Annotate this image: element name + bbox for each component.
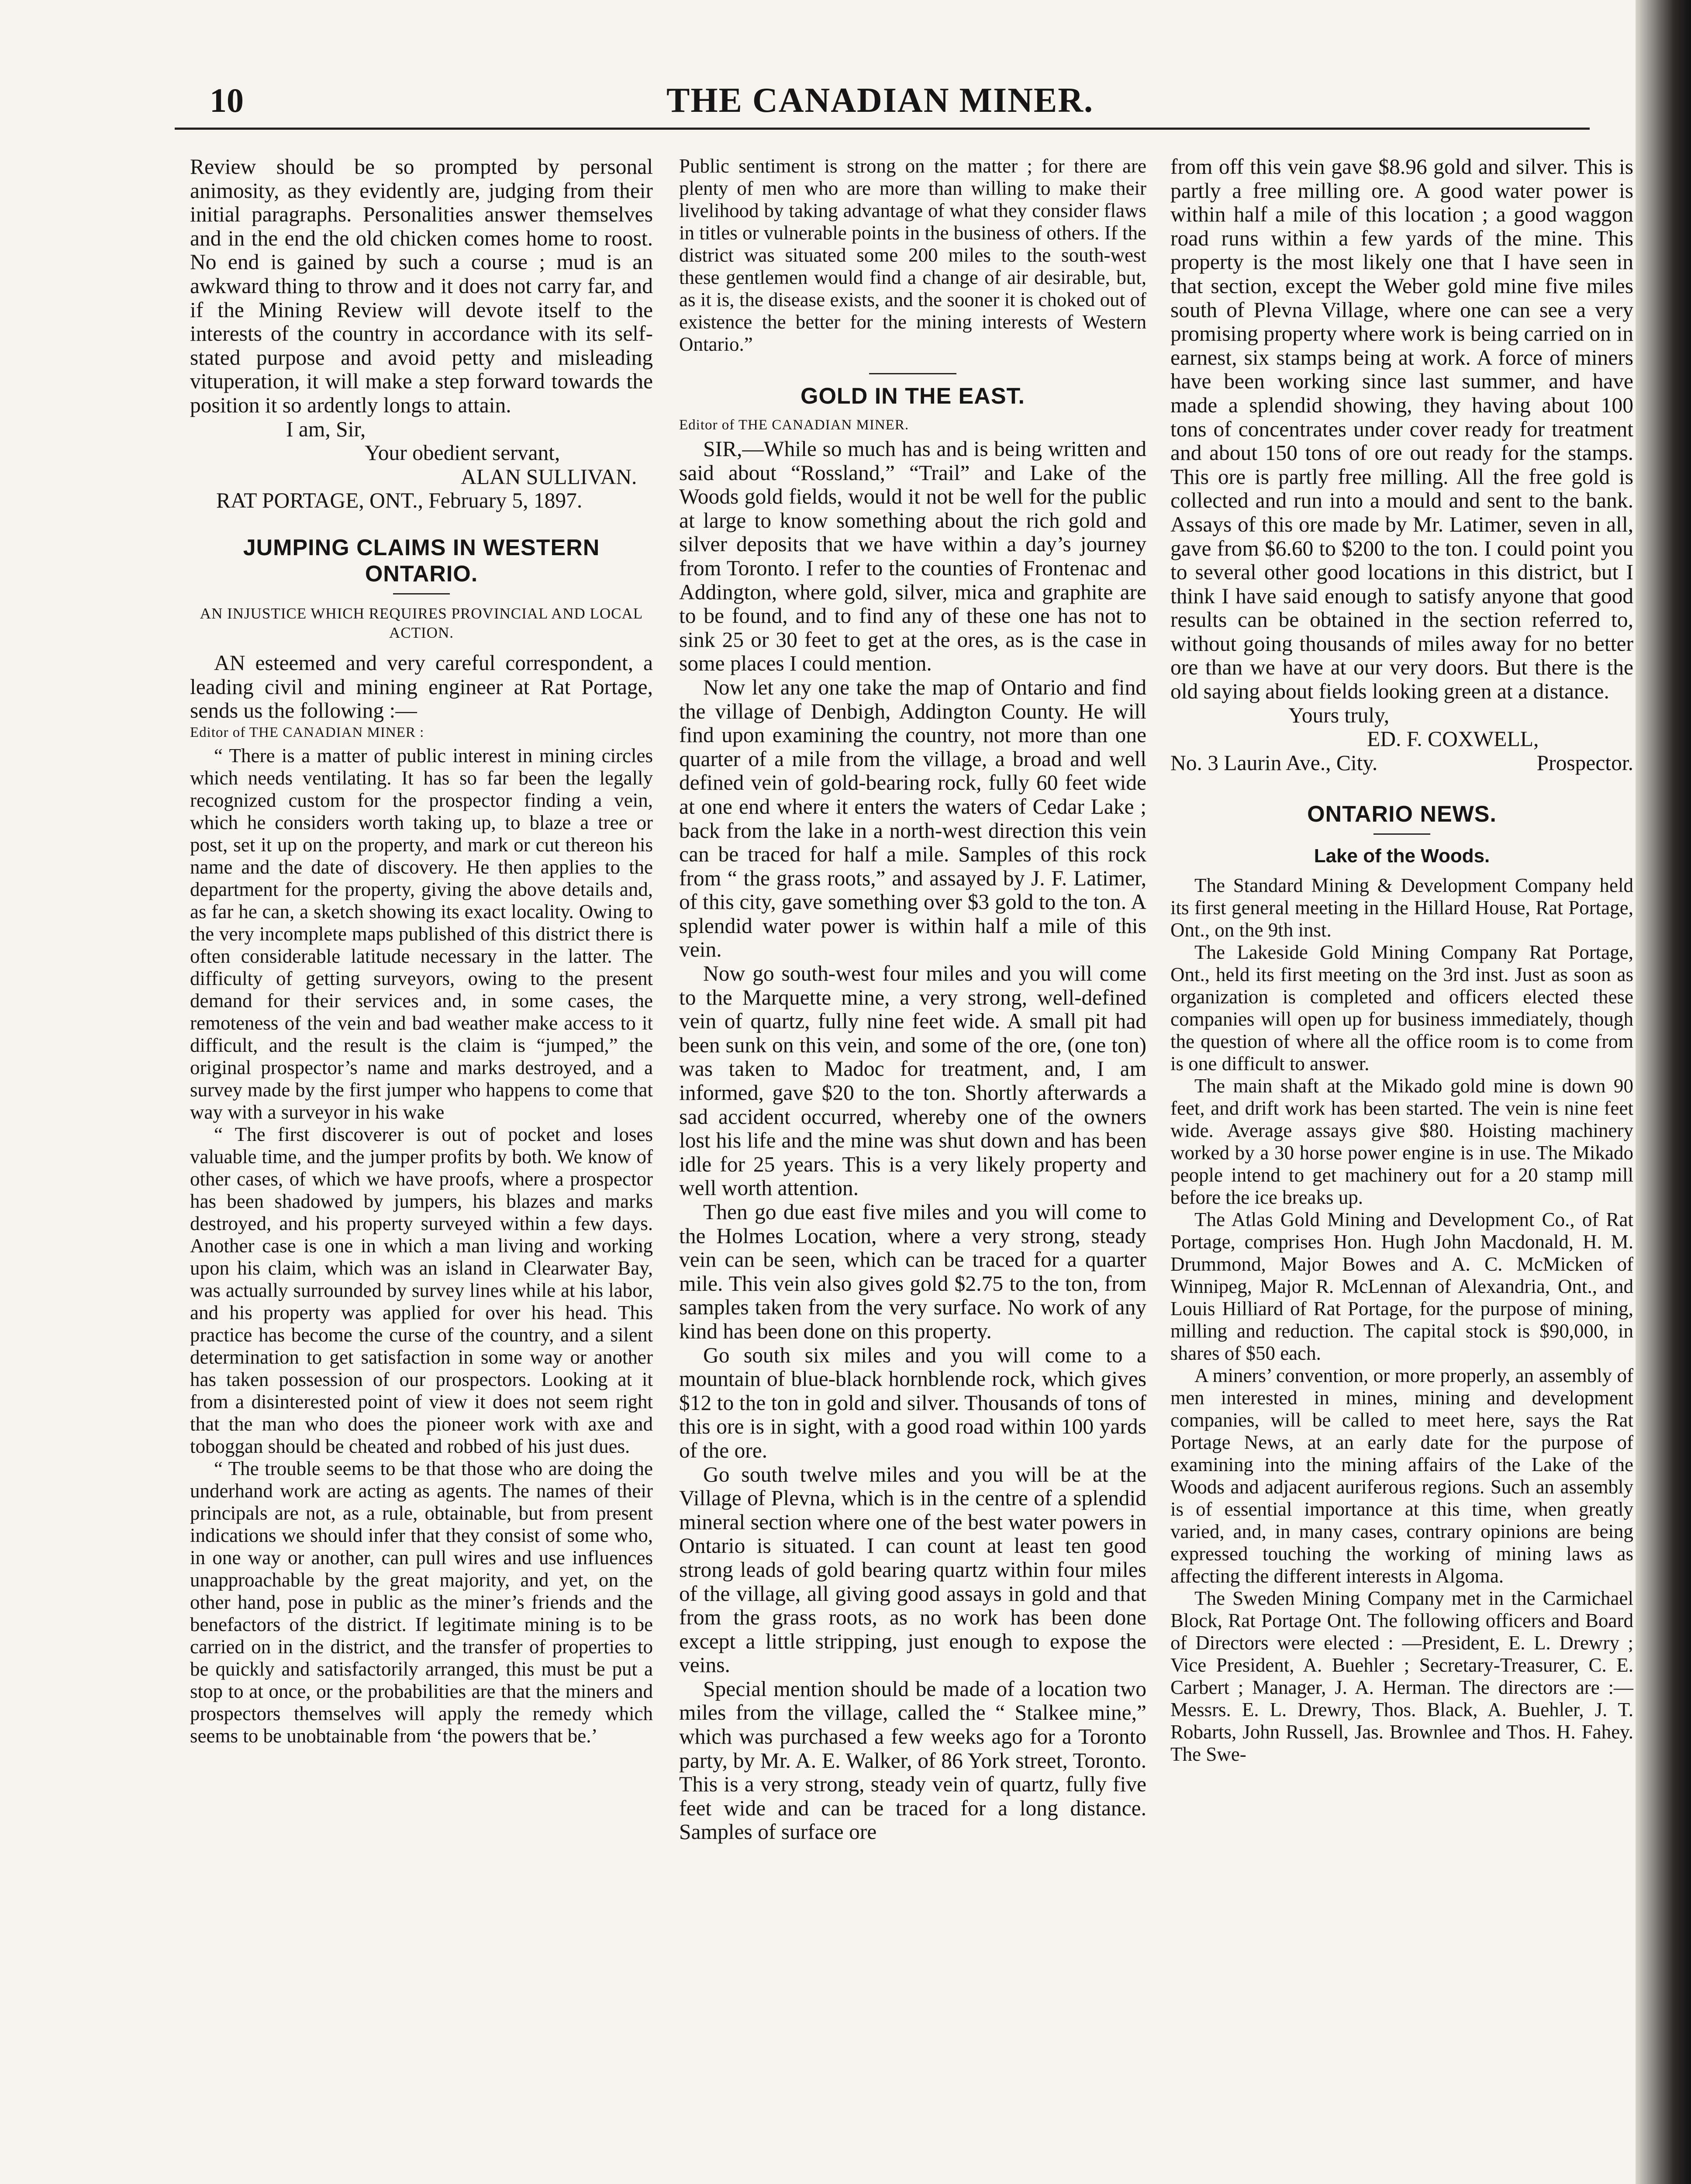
page-binding-shadow: [1636, 0, 1691, 2184]
article-paragraph: Now go south-west four miles and you will come to the Marquette mine, a very strong, well-defined vein of quartz, fully nine feet wide. A small pit had been sunk on this vein, and some of the ore, (one ton) was taken to Madoc for treatment, and, I am informed, gave $20 to the ton. Shortly afterwards a sad accident occurred, whereby one of the owners lost his life and the mine was shut down and has been idle for 25 years. This is a very likely property and well worth attention.: [679, 961, 1146, 1200]
running-title: THE CANADIAN MINER.: [666, 81, 1094, 120]
article-intro: AN esteemed and very careful correspondent, a leading civil and mining engineer at Rat Portage, sends us the following :—: [190, 650, 653, 723]
editor-salutation: Editor of THE CANADIAN MINER :: [190, 724, 424, 740]
continued-paragraph: Public sentiment is strong on the matter ; for there are plenty of men who are more than willing to make their livelihood by taking advantage of what they consider flaws in titles or vulnerable points in the business of others. If the district was situated some 200 miles to the south-west these gentlemen would find a change of air desirable, but, as it is, the disease exists, and the sooner it is choked out of existence the better for the mining interests of Western Ontario.”: [679, 155, 1146, 355]
continued-paragraph: from off this vein gave $8.96 gold and silver. This is partly a free milling ore. A good water power is within half a mile of this location ; a good waggon road runs within a few yards of the mine. This property is the most likely one that I have seen in that section, except the Weber gold mine five miles south of Plevna Village, where one can see a very promising property where work is being carried on in earnest, six stamps being at work. A force of miners have been working since last summer, and have made a splendid showing, they having about 100 tons of concentrates under cover ready for treatment and about 150 tons of ore out ready for the stamps. This ore is partly free milling. All the free gold is collected and run into a mould and sent to the bank. Assays of this ore made by Mr. Latimer, seven in all, gave from $6.60 to $200 to the ton. I could point you to several other good locations in this district, but I think I have said enough to satisfy anyone that good results can be obtained in the section referred to, without going thousands of miles away for no better ore than we have at our very doors. But there is the old saying about fields looking green at a distance.: [1170, 155, 1633, 704]
news-item: The Sweden Mining Company met in the Carmichael Block, Rat Portage Ont. The following officers and Board of Directors were elected : —President, E. L. Drewry ; Vice President, A. Buehler ; Secretary-Treasurer, C. E. Carbert ; Manager, J. A. Herman. The directors are :—Messrs. E. L. Drewry, Thos. Black, A. Buehler, J. T. Robarts, John Russell, Jas. Brownlee and Thos. H. Fahey. The Swe-: [1170, 1587, 1633, 1766]
subsection-title-lake-of-the-woods: Lake of the Woods.: [1314, 845, 1490, 867]
section-title-ontario-news: ONTARIO NEWS.: [1307, 802, 1497, 827]
column-3: [1170, 155, 1633, 1766]
news-item: The Lakeside Gold Mining Company Rat Portage, Ont., held its first meeting on the 3rd inst. Just as soon as organization is completed and officers elected these companies will open up for business immediately, though the question of where all the office room is to come from is one difficult to answer.: [1170, 941, 1633, 1075]
title-rule: [1374, 833, 1430, 835]
column-2: [679, 155, 1146, 1844]
article-title-gold-in-the-east: GOLD IN THE EAST.: [801, 384, 1025, 409]
letter-signature: ALAN SULLIVAN.: [461, 464, 637, 489]
news-item: The Standard Mining & Development Company held its first general meeting in the Hillard House, Rat Portage, Ont., on the 9th inst.: [1170, 874, 1633, 941]
page-number: 10: [210, 81, 244, 119]
article-deck: AN INJUSTICE WHICH REQUIRES PROVINCIAL AND LOCAL ACTION.: [200, 605, 643, 641]
news-item: A miners’ convention, or more properly, an assembly of men interested in mines, mining and development companies, will be called to meet here, says the Rat Portage News, at an early date for the purpose of examining into the mining affairs of the Lake of the Woods and adjacent auriferous regions. Such an assembly is of essential importance at this time, when greatly varied, and, in many cases, contrary opinions are being expressed touching the working of mining laws as affecting the different interests in Algoma.: [1170, 1365, 1633, 1587]
letter-address-line: [1170, 751, 1633, 775]
column-1: [190, 155, 653, 1747]
article-paragraph: Go south six miles and you will come to a mountain of blue-black hornblende rock, which gives $12 to the ton in gold and silver. Thousands of tons of this ore is in sight, with a good road within 100 yards of the ore.: [679, 1343, 1146, 1462]
letter-place-date: RAT PORTAGE, ONT., February 5, 1897.: [216, 488, 583, 513]
letter-address: No. 3 Laurin Ave., City.: [1170, 750, 1378, 775]
letter-closing: I am, Sir,: [286, 417, 366, 441]
continued-paragraph: Review should be so prompted by personal animosity, as they evidently are, judging from their initial paragraphs. Personalities answer themselves and in the end the old chicken comes home to roost. No end is gained by such a course ; mud is an awkward thing to throw and it does not carry far, and if the Mining Review will devote itself to the interests of the country in accordance with its self-stated purpose and avoid petty and misleading vituperation, it will make a step forward towards the position it so ardently longs to attain.: [190, 155, 653, 417]
header-rule: [175, 128, 1590, 130]
letter-closing: Yours truly,: [1288, 703, 1390, 727]
article-title-jumping-claims: JUMPING CLAIMS IN WESTERN ONTARIO.: [243, 535, 600, 587]
editor-salutation: Editor of THE CANADIAN MINER.: [679, 417, 909, 433]
article-paragraph: “ The first discoverer is out of pocket and loses valuable time, and the jumper profits by both. We know of other cases, of which we have proofs, where a prospector has been shadowed by jumpers, his blazes and marks destroyed, and his property surveyed within a few days. Another case is one in which a man living and working upon his claim, which was an island in Clearwater Bay, was actually surrounded by survey lines while at his labor, and his property was applied for over his head. This practice has become the curse of the country, and a silent determination to get satisfaction in some way or another has taken possession of our prospectors. Looking at it from a disinterested point of view it does not seem right that the man who does the pioneer work with axe and toboggan should be cheated and robbed of his just dues.: [190, 1123, 653, 1457]
article-paragraph: Special mention should be made of a location two miles from the village, called the “ Stalkee mine,” which was purchased a few weeks ago for a Toronto party, by Mr. A. E. Walker, of 86 York street, Toronto. This is a very strong, steady vein of quartz, fully five feet wide and can be traced for a long distance. Samples of surface ore: [679, 1676, 1146, 1844]
article-paragraph: Then go due east five miles and you will come to the Holmes Location, where a very strong, steady vein can be seen, which can be traced for a quarter mile. This vein also gives gold $2.75 to the ton, from samples taken from the very surface. No work of any kind has been done on this property.: [679, 1200, 1146, 1343]
article-paragraph: SIR,—While so much has and is being written and said about “Rossland,” “Trail” and Lake of the Woods gold fields, would it not be well for the public at large to know something about the rich gold and silver deposits that we have within a day’s journey from Toronto. I refer to the counties of Frontenac and Addington, where gold, silver, mica and graphite are to be found, and to find any of these one has not to sink 25 or 30 feet to get at the ores, as is the case in some places I could mention.: [679, 437, 1146, 676]
page-header: [175, 81, 1585, 129]
news-item: The Atlas Gold Mining and Development Co., of Rat Portage, comprises Hon. Hugh John Macdonald, H. M. Drummond, Major Bowes and A. C. McMicken of Winnipeg, Major R. McLennan of Alexandria, Ont., and Louis Hilliard of Rat Portage, for the purpose of mining, milling and reduction. The capital stock is $90,000, in shares of $50 each.: [1170, 1209, 1633, 1365]
article-paragraph: “ There is a matter of public interest in mining circles which needs ventilating. It has so far been the legally recognized custom for the prospector finding a vein, which he considers worth taking up, to blaze a tree or post, set it up on the property, and mark or cut thereon his name and the date of discovery. He then applies to the department for the property, giving the above details and, as far he can, a sketch showing its exact locality. Owing to the very incomplete maps published of this district there is often considerable latitude necessary in the latter. The difficulty of getting surveyors, owing to the present demand for their services and, in some cases, the remoteness of the vein and bad weather make access to it difficult, and the result is the claim is “jumped,” the original prospector’s name and marks destroyed, and a survey made by the first jumper who happens to come that way with a surveyor in his wake: [190, 744, 653, 1123]
letter-closing-servant: Your obedient servant,: [365, 441, 560, 465]
title-rule: [393, 593, 450, 594]
letter-signature: ED. F. COXWELL,: [1367, 727, 1539, 751]
news-item: The main shaft at the Mikado gold mine is down 90 feet, and drift work has been started. The vein is nine feet wide. Average assays give $80. Hoisting machinery worked by a 30 horse power engine is in use. The Mikado people intend to get machinery out for a 20 stamp mill before the ice breaks up.: [1170, 1075, 1633, 1209]
article-paragraph: “ The trouble seems to be that those who are doing the underhand work are acting as agents. The names of their principals are not, as a rule, obtainable, but from present indications we should infer that they consist of some who, in one way or another, can pull wires and use influences unapproachable by the great majority, and yet, on the other hand, pose in public as the miner’s friends and the benefactors of the district. If legitimate mining is to be carried on in the district, and the transfer of properties to be quickly and satisfactorily arranged, this must be put a stop to at once, or the probabilities are that the miners and prospectors themselves will apply the remedy which seems to be unobtainable from ‘the powers that be.’: [190, 1457, 653, 1747]
article-paragraph: Go south twelve miles and you will be at the Village of Plevna, which is in the centre of a splendid mineral section where one of the best water powers in Ontario is situated. I can count at least ten good strong leads of gold bearing quartz within four miles of the village, all giving good assays in gold and that from the grass roots, as no work has been done except a little stripping, just enough to expose the veins.: [679, 1462, 1146, 1677]
article-paragraph: Now let any one take the map of Ontario and find the village of Denbigh, Addington County. He will find upon examining the country, not more than one quarter of a mile from the village, a broad and well defined vein of gold-bearing rock, fully 60 feet wide at one end where it enters the waters of Cedar Lake ; back from the lake in a north-west direction this vein can be traced for half a mile. Samples of this rock from “ the grass roots,” and assayed by J. F. Latimer, of this city, gave something over $3 gold to the ton. A splendid water power is within half a mile of this vein.: [679, 675, 1146, 962]
letter-role: Prospector.: [1536, 750, 1633, 775]
article-separator: [869, 373, 956, 374]
